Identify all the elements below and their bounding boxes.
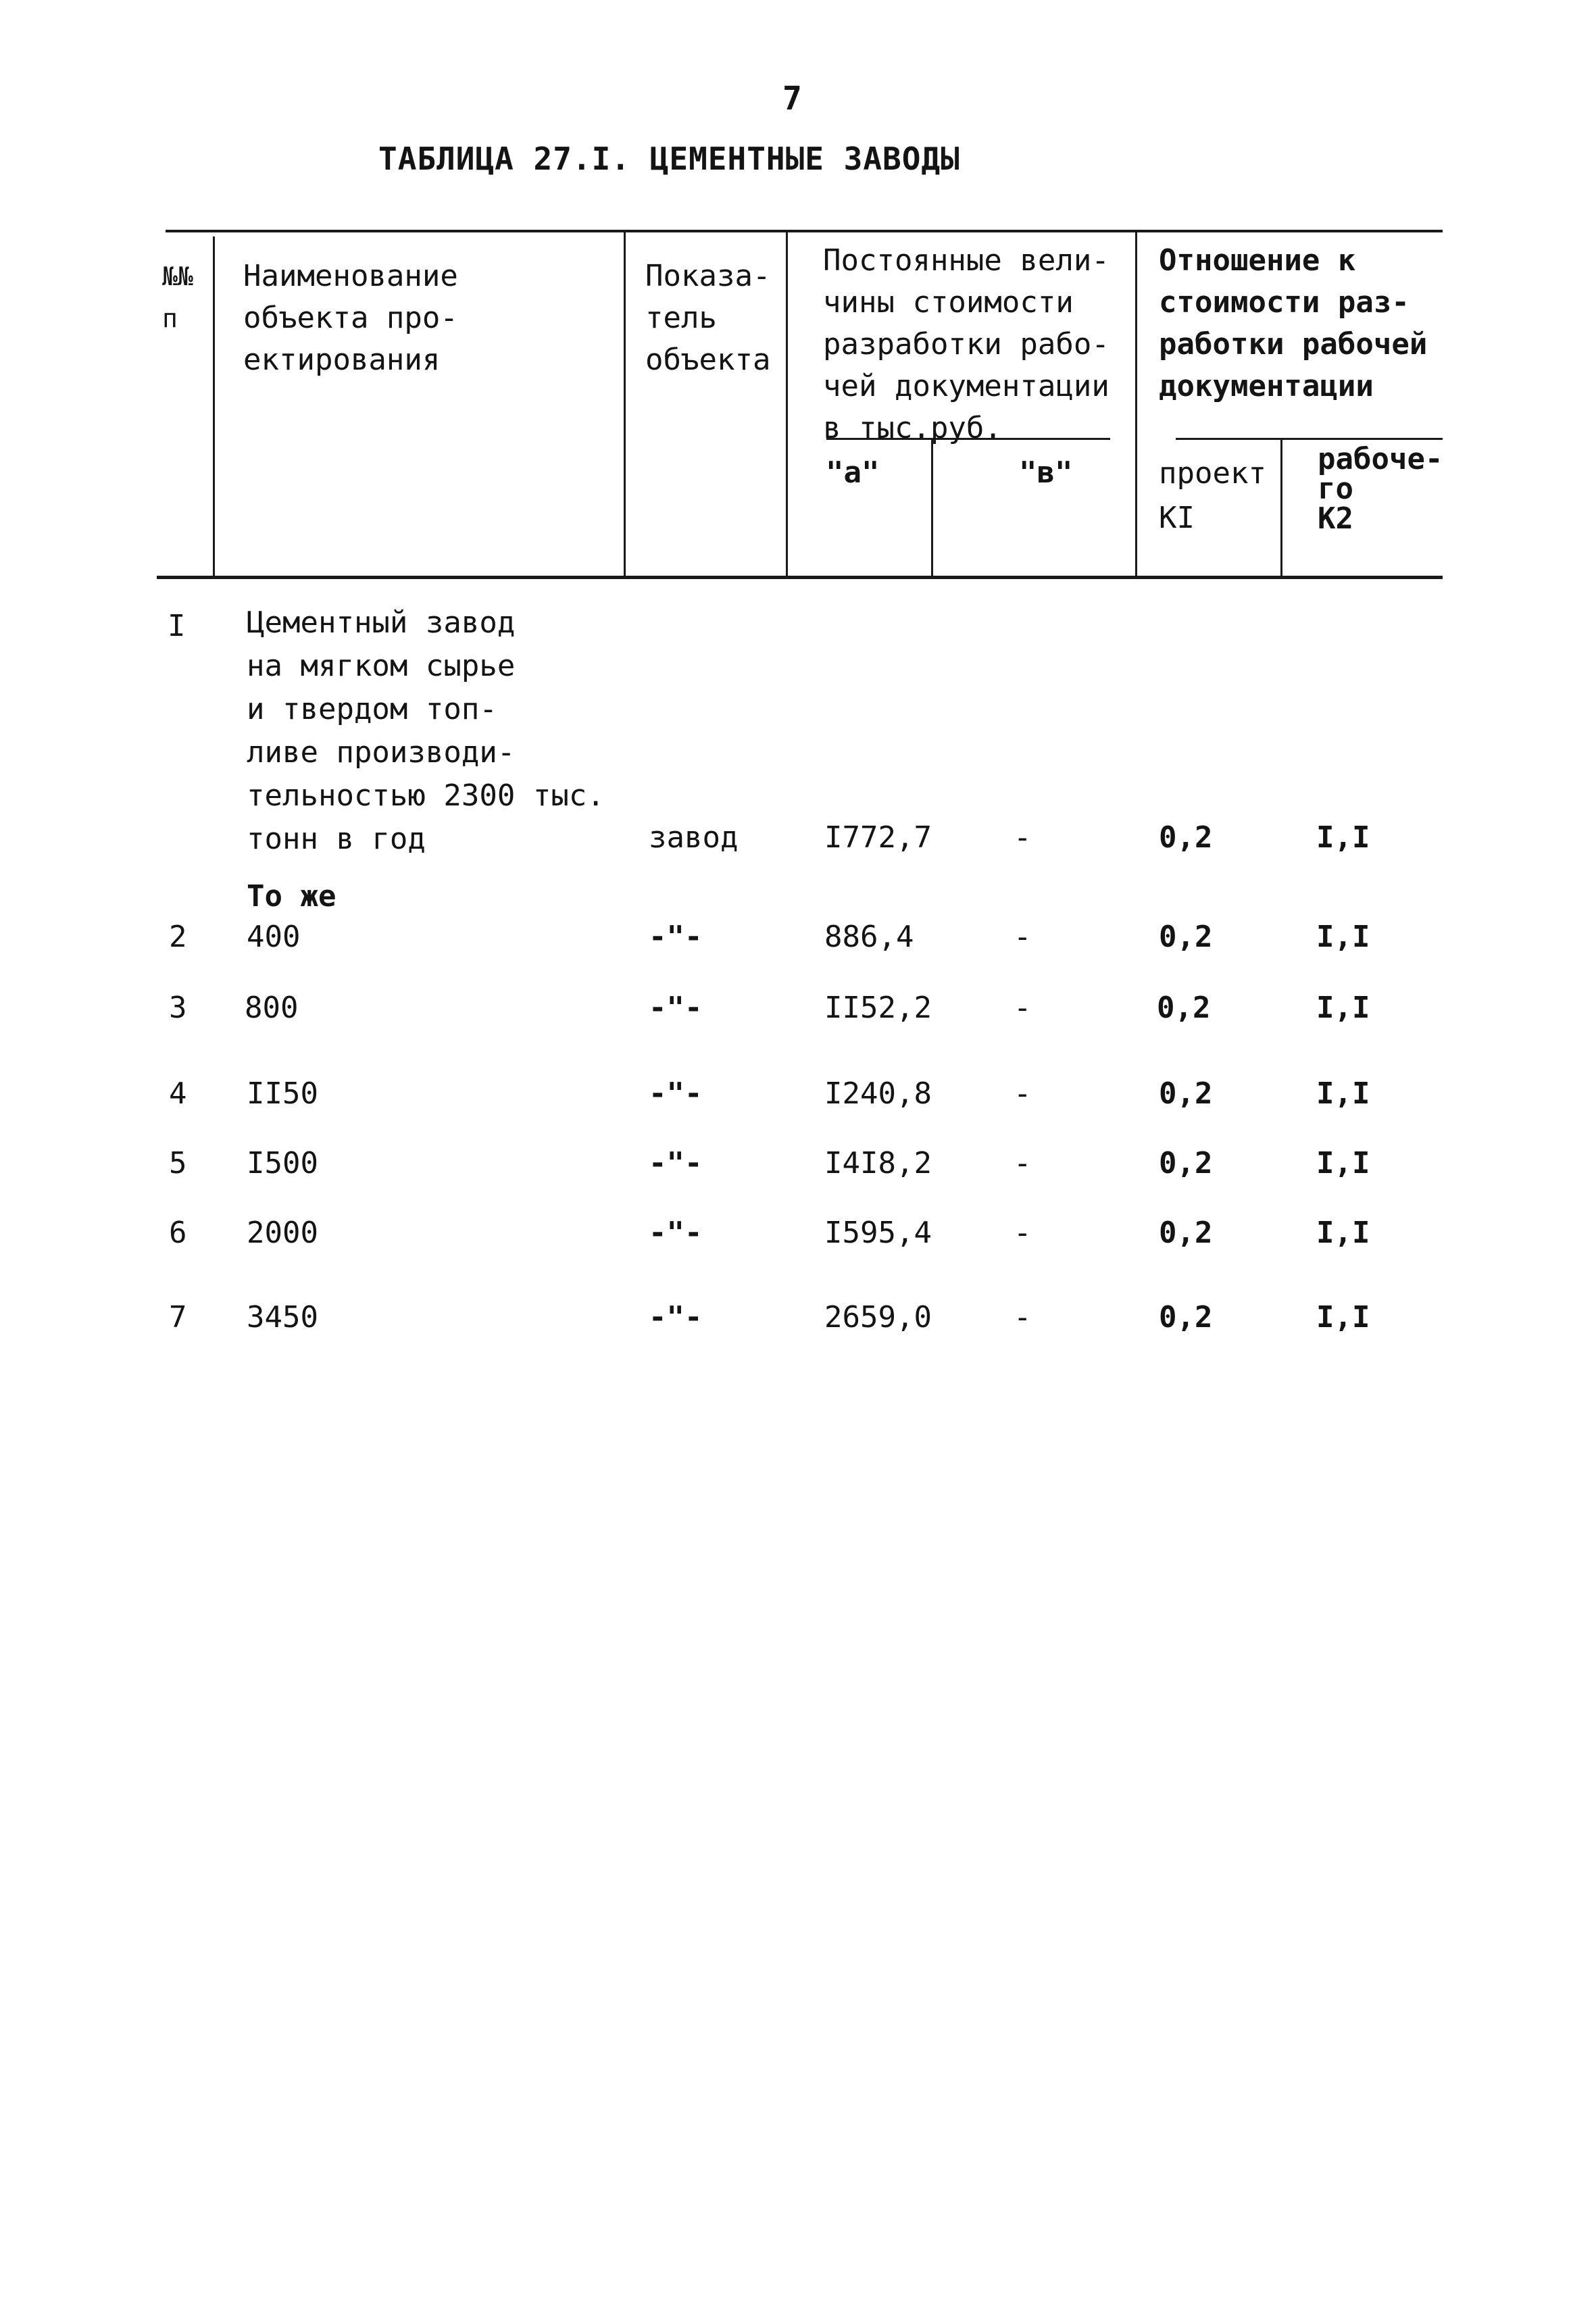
row-indicator: -"- — [649, 1146, 703, 1180]
row-k1: 0,2 — [1159, 1076, 1213, 1111]
row-indicator: завод — [649, 820, 739, 855]
header-col-v: "в" — [1019, 455, 1073, 490]
row-value-a: I595,4 — [824, 1216, 932, 1250]
row-value-a: 2659,0 — [824, 1300, 932, 1335]
row-number: 7 — [169, 1300, 187, 1335]
row-k2: I,I — [1316, 820, 1370, 855]
row-value-a: II52,2 — [824, 991, 932, 1025]
col-divider-2 — [624, 230, 626, 578]
header-col-a: "а" — [826, 455, 880, 490]
row-value-a: I772,7 — [824, 820, 932, 855]
page-number: 7 — [782, 80, 802, 118]
header-bottom-rule — [157, 576, 1443, 579]
k1-k2-divider — [1280, 439, 1282, 578]
row-k1: 0,2 — [1159, 920, 1213, 954]
row-indicator: -"- — [649, 1076, 703, 1111]
row-number: I — [168, 609, 186, 643]
row-name: 2000 — [247, 1216, 318, 1250]
row-number: 5 — [169, 1146, 187, 1180]
row-name-prefix: То же — [247, 879, 336, 914]
col-divider-1 — [213, 237, 215, 578]
header-no: №№ п — [162, 262, 193, 333]
row-value-a: 886,4 — [824, 920, 914, 954]
row-k2: I,I — [1316, 991, 1370, 1025]
header-name: Наименование объекта про- ектирования — [243, 259, 458, 377]
header-constants: Постоянные вели- чины стоимости разработки рабо- чей документации в тыс.руб. — [823, 243, 1109, 445]
row-k2: I,I — [1316, 1216, 1370, 1250]
col-divider-4 — [1135, 230, 1137, 578]
row-name: 400 — [247, 920, 301, 954]
row-number: 6 — [169, 1216, 187, 1250]
row-value-v: - — [1014, 920, 1032, 954]
row-number: 3 — [169, 991, 187, 1025]
row-value-a: I240,8 — [824, 1076, 932, 1111]
row-value-a: I4I8,2 — [824, 1146, 932, 1180]
row-indicator: -"- — [649, 991, 703, 1025]
row-name: II50 — [247, 1076, 318, 1111]
row-number: 2 — [169, 920, 187, 954]
row-k2: I,I — [1316, 920, 1370, 954]
row-value-v: - — [1014, 1216, 1032, 1250]
ratio-subheader-rule — [1176, 438, 1443, 440]
row-k1: 0,2 — [1159, 1146, 1213, 1180]
row-k1: 0,2 — [1159, 1216, 1213, 1250]
a-v-divider — [931, 439, 933, 578]
row-k2: I,I — [1316, 1300, 1370, 1335]
table-title: ТАБЛИЦА 27.I. ЦЕМЕНТНЫЕ ЗАВОДЫ — [378, 141, 960, 177]
header-top-rule — [166, 230, 1443, 232]
header-ratio: Отношение к стоимости раз- работки рабочей документации — [1159, 243, 1428, 403]
row-value-v: - — [1014, 1300, 1032, 1335]
row-name: 3450 — [247, 1300, 318, 1335]
row-k1: 0,2 — [1159, 1300, 1213, 1335]
row-value-v: - — [1014, 1076, 1032, 1111]
row-number: 4 — [169, 1076, 187, 1111]
header-indicator: Показа- тель объекта — [645, 259, 771, 377]
row-k2: I,I — [1316, 1146, 1370, 1180]
row-k1: 0,2 — [1159, 820, 1213, 855]
row-name: Цементный завод на мягком сырье и твердом топ- ливе производи- тельностью 2300 тыс. тонн в год — [247, 605, 605, 856]
row-k1: 0,2 — [1157, 991, 1211, 1025]
row-value-v: - — [1014, 1146, 1032, 1180]
col-divider-3 — [786, 230, 788, 578]
row-k2: I,I — [1316, 1076, 1370, 1111]
row-indicator: -"- — [649, 1300, 703, 1335]
row-name: 800 — [245, 991, 299, 1025]
header-k2: рабоче- го К2 — [1318, 442, 1443, 536]
row-indicator: -"- — [649, 1216, 703, 1250]
row-value-v: - — [1014, 991, 1032, 1025]
row-value-v: - — [1014, 820, 1032, 855]
header-k1: проект КI — [1159, 456, 1266, 535]
row-indicator: -"- — [649, 920, 703, 954]
row-name: I500 — [247, 1146, 318, 1180]
